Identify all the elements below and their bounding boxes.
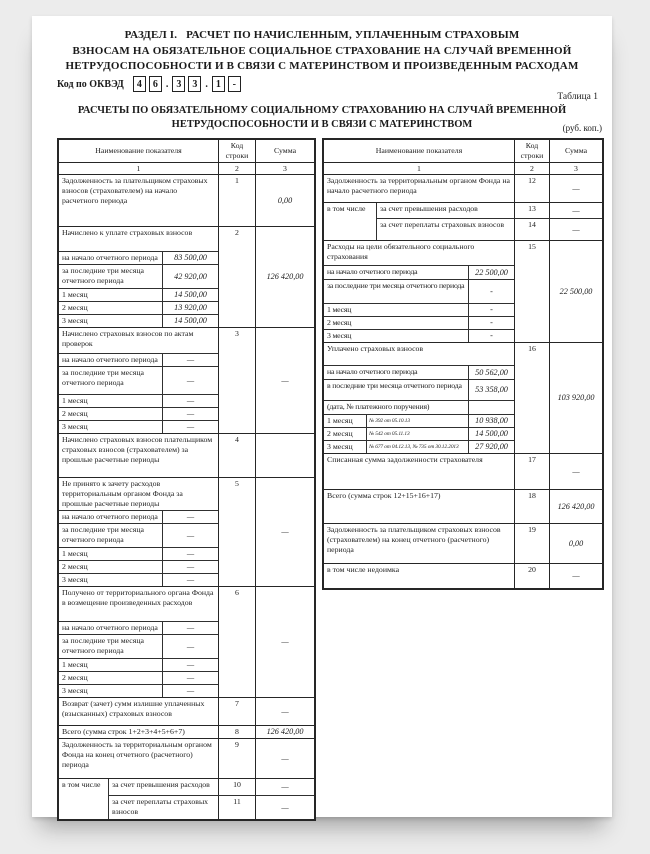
- sub-row-label: 3 месяц: [324, 441, 367, 453]
- sub-row-value: [469, 380, 514, 400]
- sub-row: [59, 366, 218, 394]
- cell-value: —: [186, 562, 195, 571]
- table-header: [59, 140, 314, 163]
- column-header-code: Код строки: [515, 140, 550, 162]
- sub-row-value: [163, 622, 218, 634]
- sub-row: [324, 303, 514, 316]
- okved-box: 1: [212, 76, 225, 92]
- sub-row-value: [469, 401, 514, 414]
- row-code: 20: [515, 564, 550, 588]
- sub-row: [59, 523, 218, 547]
- row-label-stack: [324, 241, 515, 342]
- row-label: Задолженность за плательщиком страховых взносов (страхователем) на начало расчетного периода: [59, 175, 219, 226]
- okved-label: Код по ОКВЭД: [57, 78, 124, 90]
- row-sum: [256, 328, 314, 433]
- table-row: [109, 779, 314, 795]
- sub-row: [59, 560, 218, 573]
- column-header-sum: Сумма: [273, 146, 297, 155]
- cell-value: —: [186, 396, 195, 405]
- row-code: 13: [515, 203, 550, 218]
- row-code: 7: [219, 698, 256, 725]
- sub-row: [59, 407, 218, 420]
- section-title-line1: РАЗДЕЛ I. РАСЧЕТ ПО НАЧИСЛЕННЫМ, УПЛАЧЕННЫМ СТРАХОВЫМ: [124, 29, 520, 41]
- cell-value: —: [186, 375, 195, 385]
- column-header-name: Наименование показателя: [59, 140, 219, 162]
- row-label: Задолженность за плательщиком страховых взносов (страхователем) на конец отчетного (расчетного) периода: [324, 524, 515, 563]
- sub-row-label: 2 месяц: [324, 428, 367, 440]
- sub-row-label: 3 месяц: [59, 574, 163, 586]
- row-code: 19: [515, 524, 550, 563]
- row-label: в том числе недоимка: [324, 564, 515, 588]
- cell-value: 0,00: [277, 195, 293, 205]
- cell-value: —: [186, 641, 195, 651]
- cell-value: -: [490, 286, 493, 296]
- table-row: [324, 175, 602, 203]
- document-page: [32, 16, 612, 817]
- sub-row: [324, 279, 514, 303]
- sub-row: [324, 400, 514, 414]
- cell-value: -: [490, 331, 493, 340]
- column-number-row: [59, 163, 314, 175]
- sub-row-label: на начало отчетного периода: [324, 366, 469, 379]
- sub-row: [324, 265, 514, 279]
- sub-row-label: 2 месяц: [59, 302, 163, 314]
- incl-rows: [109, 779, 314, 819]
- right-table: [322, 138, 604, 590]
- row-label: Задолженность за территориальным органом Фонда на начало расчетного периода: [324, 175, 515, 202]
- table-row: [377, 218, 602, 240]
- sub-row-value: [469, 415, 514, 427]
- row-sum: [256, 478, 314, 586]
- sub-row: [59, 671, 218, 684]
- payment-order-ref: № 542 от 05.11.13: [367, 428, 469, 440]
- sub-row-value: [163, 395, 218, 407]
- row-sum: [256, 779, 314, 795]
- sub-row: [59, 658, 218, 671]
- row-code: 4: [219, 434, 256, 477]
- cell-value: 126 420,00: [266, 727, 304, 736]
- column-number: 1: [324, 163, 515, 174]
- row-sum: [256, 739, 314, 778]
- section-title-line3: НЕТРУДОСПОСОБНОСТИ И В СВЯЗИ С МАТЕРИНСТВОМ И ПРОИЗВЕДЕННЫМ РАСХОДАМ: [65, 60, 579, 72]
- cell-value: 27 920,00: [475, 442, 508, 451]
- table-row: [59, 175, 314, 227]
- sub-row-label: на начало отчетного периода: [59, 622, 163, 634]
- row-label: за счет превышения расходов: [109, 779, 219, 795]
- sub-row: [59, 573, 218, 586]
- cell-value: 83 500,00: [174, 253, 207, 262]
- sub-row-label: 2 месяц: [59, 672, 163, 684]
- sub-row-value: [469, 280, 514, 303]
- group-label: Расходы на цели обязательного социального страхования: [327, 242, 475, 261]
- sub-row-label: 1 месяц: [59, 289, 163, 301]
- row-label: Возврат (зачет) сумм излишне уплаченных (взысканных) страховых взносов: [59, 698, 219, 725]
- table-title: [38, 104, 606, 131]
- cell-value: 22 500,00: [559, 286, 593, 296]
- row-sum: [256, 175, 314, 226]
- row-label: за счет переплаты страховых взносов: [377, 219, 515, 240]
- okved-box: 6: [149, 76, 162, 92]
- cell-value: 22 500,00: [475, 267, 508, 277]
- table-row: [109, 795, 314, 819]
- table-row: [324, 524, 602, 564]
- sub-row-label: 1 месяц: [59, 548, 163, 560]
- cell-value: 53 358,00: [475, 385, 508, 394]
- sub-row-label: 2 месяц: [59, 408, 163, 420]
- sub-row-label: 3 месяц: [59, 421, 163, 433]
- incl-side-label: в том числе: [324, 203, 377, 240]
- cell-value: 0,00: [568, 538, 584, 548]
- table-caption: Таблица 1: [557, 92, 598, 102]
- sub-row: [59, 301, 218, 314]
- cell-value: —: [186, 422, 195, 431]
- sub-row-value: [163, 315, 218, 327]
- cell-value: —: [186, 355, 195, 364]
- row-label-stack: [324, 343, 515, 453]
- row-label: Всего (сумма строк 12+15+16+17): [324, 490, 515, 523]
- okved-code: [133, 76, 241, 92]
- sub-row-value: [469, 366, 514, 379]
- cell-value: 14 500,00: [174, 290, 207, 299]
- row-sum: [256, 796, 314, 819]
- sub-row-value: [163, 548, 218, 560]
- okved-box: 4: [133, 76, 146, 92]
- table-row-group: [59, 587, 314, 698]
- row-label-stack: [59, 478, 219, 586]
- cell-value: —: [281, 527, 289, 536]
- row-code: 18: [515, 490, 550, 523]
- section-title: [38, 28, 606, 75]
- cell-value: 10 938,00: [475, 416, 508, 425]
- column-header-code: Код строки: [219, 140, 256, 162]
- row-sum: [550, 241, 602, 342]
- row-sum: [550, 490, 602, 523]
- row-code: 16: [515, 343, 550, 453]
- row-label: Задолженность за территориальным органом Фонда на конец отчетного (расчетного) периода: [59, 739, 219, 778]
- sub-row-value: [163, 265, 218, 288]
- okved-box: 3: [172, 76, 185, 92]
- cell-value: -: [490, 305, 493, 314]
- sub-row: [324, 414, 514, 427]
- sub-row-label: на начало отчетного периода: [59, 354, 163, 366]
- cell-value: 126 420,00: [266, 272, 304, 281]
- row-label: за счет переплаты страховых взносов: [109, 796, 219, 819]
- sub-row-label: за последние три месяца отчетного периода: [59, 265, 163, 288]
- sub-row-label: 1 месяц: [59, 395, 163, 407]
- row-sum: [550, 175, 602, 202]
- group-label: Уплачено страховых взносов: [327, 344, 424, 353]
- cell-value: —: [281, 706, 289, 716]
- cell-value: —: [186, 686, 195, 695]
- cell-value: —: [281, 753, 289, 763]
- row-code: 14: [515, 219, 550, 240]
- sub-row-label: на начало отчетного периода: [59, 252, 163, 264]
- sub-row-label: 1 месяц: [324, 304, 469, 316]
- row-sum: [550, 343, 602, 453]
- sub-row-value: [469, 330, 514, 342]
- column-number: 3: [574, 163, 578, 173]
- cell-value: —: [186, 673, 195, 682]
- left-table: [57, 138, 316, 821]
- row-code: 10: [219, 779, 256, 795]
- table-row: [324, 454, 602, 490]
- okved-separator: .: [165, 78, 169, 90]
- cell-value: 14 500,00: [475, 429, 508, 438]
- sub-row-value: [163, 635, 218, 658]
- column-number-row: [324, 163, 602, 175]
- row-sum: [256, 587, 314, 697]
- okved-row: [57, 76, 241, 92]
- sub-row-value: [469, 317, 514, 329]
- sub-row-label: за последние три месяца отчетного периода: [59, 524, 163, 547]
- sub-row-label: за последние три месяца отчетного периода: [59, 635, 163, 658]
- cell-value: —: [186, 623, 195, 632]
- sub-row: [59, 264, 218, 288]
- sub-row: [324, 427, 514, 440]
- sub-row-label: за последние три месяца отчетного периода: [59, 367, 163, 394]
- sub-row-value: [469, 304, 514, 316]
- table-row: [377, 203, 602, 218]
- row-sum: [550, 203, 602, 218]
- sub-row-value: [163, 672, 218, 684]
- sub-row-label: 1 месяц: [59, 659, 163, 671]
- row-sum: [550, 564, 602, 588]
- column-number: 2: [515, 163, 550, 174]
- sub-row-value: [163, 289, 218, 301]
- cell-value: —: [186, 512, 195, 521]
- table-row: [59, 726, 314, 739]
- row-code: 9: [219, 739, 256, 778]
- table-row: [59, 739, 314, 779]
- row-sum: [256, 227, 314, 327]
- sub-row-label: за последние три месяца отчетного периода: [324, 280, 469, 303]
- cell-value: —: [281, 802, 289, 812]
- cell-value: -: [490, 318, 493, 327]
- sub-row: [59, 251, 218, 264]
- table-row: [59, 434, 314, 478]
- cell-value: —: [572, 224, 580, 234]
- row-sum: [550, 524, 602, 563]
- row-code: 12: [515, 175, 550, 202]
- row-label-stack: [59, 227, 219, 327]
- row-sum: [256, 434, 314, 477]
- cell-value: —: [281, 375, 289, 385]
- cell-value: —: [186, 660, 195, 669]
- row-code: 3: [219, 328, 256, 433]
- cell-value: 103 920,00: [557, 393, 595, 402]
- table-row: [59, 698, 314, 726]
- column-number: 3: [283, 163, 287, 173]
- sub-row-label: 1 месяц: [324, 415, 367, 427]
- row-code: 8: [219, 726, 256, 738]
- row-label-stack: [59, 587, 219, 697]
- currency-note: (руб. коп.): [562, 123, 602, 133]
- sub-row: [324, 365, 514, 379]
- sub-row-label: 3 месяц: [59, 315, 163, 327]
- incl-rows: [377, 203, 602, 240]
- section-title-line2: ВЗНОСАМ НА ОБЯЗАТЕЛЬНОЕ СОЦИАЛЬНОЕ СТРАХОВАНИЕ НА СЛУЧАЙ ВРЕМЕННОЙ: [72, 44, 572, 57]
- sub-row: [324, 329, 514, 342]
- payment-order-ref: № 392 от 05.10.13: [367, 415, 469, 427]
- table-row-group: [59, 478, 314, 587]
- sub-row-label: 2 месяц: [324, 317, 469, 329]
- sub-row: [324, 316, 514, 329]
- sub-row-value: [469, 441, 514, 453]
- row-label: Начислено страховых взносов плательщиком страховых взносов (страхователем) за прошлые расчетные периоды: [59, 434, 219, 477]
- sub-row-value: [163, 408, 218, 420]
- sub-row-value: [163, 561, 218, 573]
- row-label: Списанная сумма задолженности страхователя: [324, 454, 515, 489]
- table-row-group: [324, 343, 602, 454]
- row-code: 1: [219, 175, 256, 226]
- row-sum: [256, 726, 314, 738]
- column-header-sum: Сумма: [564, 146, 588, 155]
- sub-row-value: [163, 367, 218, 394]
- column-number: 2: [219, 163, 256, 174]
- row-sum: [256, 698, 314, 725]
- cell-value: —: [572, 466, 580, 476]
- table-title-line2: НЕТРУДОСПОСОБНОСТИ И В СВЯЗИ С МАТЕРИНСТВОМ: [171, 118, 473, 130]
- cell-value: —: [281, 782, 289, 791]
- row-label-stack: [59, 328, 219, 433]
- okved-box: -: [228, 76, 241, 92]
- sub-row-label: на начало отчетного периода: [324, 266, 469, 279]
- table-title-line1: РАСЧЕТЫ ПО ОБЯЗАТЕЛЬНОМУ СОЦИАЛЬНОМУ СТРАХОВАНИЮ НА СЛУЧАЙ ВРЕМЕННОЙ: [77, 105, 567, 116]
- sub-row-label: 3 месяц: [59, 685, 163, 697]
- row-sum: [550, 454, 602, 489]
- sub-row-value: [163, 421, 218, 433]
- row-code: 17: [515, 454, 550, 489]
- row-code: 11: [219, 796, 256, 819]
- cell-value: —: [186, 549, 195, 558]
- sub-row-value: [163, 511, 218, 523]
- cell-value: 42 920,00: [174, 271, 207, 281]
- cell-value: —: [186, 575, 195, 584]
- sub-row-label: в последние три месяца отчетного периода: [324, 380, 469, 400]
- cell-value: 50 562,00: [475, 367, 508, 377]
- table-row-group: [59, 328, 314, 434]
- group-label: Начислено к уплате страховых взносов: [62, 228, 193, 237]
- group-label: Не принято к зачету расходов территориальным органом Фонда за прошлые расчетные периоды: [62, 479, 183, 508]
- sub-row-value: [163, 685, 218, 697]
- cell-value: —: [186, 530, 195, 540]
- row-code: 15: [515, 241, 550, 342]
- sub-row-value: [163, 574, 218, 586]
- sub-row-value: [163, 524, 218, 547]
- sub-row-value: [469, 428, 514, 440]
- column-number: 1: [59, 163, 219, 174]
- cell-value: 14 500,00: [174, 316, 207, 325]
- cell-value: 126 420,00: [557, 501, 595, 511]
- cell-value: 13 920,00: [174, 303, 207, 312]
- sub-row: [59, 547, 218, 560]
- sub-row: [59, 353, 218, 366]
- sub-row-value: [163, 354, 218, 366]
- cell-value: —: [572, 571, 580, 580]
- sub-row: [59, 314, 218, 327]
- sub-row: [324, 379, 514, 400]
- cell-value: —: [572, 205, 580, 215]
- sub-row-label: 3 месяц: [324, 330, 469, 342]
- sub-row-value: [163, 252, 218, 264]
- incl-side-label: в том числе: [59, 779, 109, 819]
- table-header: [324, 140, 602, 163]
- cell-value: —: [186, 409, 195, 418]
- table-row: [324, 490, 602, 524]
- row-sum: [550, 219, 602, 240]
- sub-row-label: на начало отчетного периода: [59, 511, 163, 523]
- sub-row-label: 2 месяц: [59, 561, 163, 573]
- sub-row: [59, 621, 218, 634]
- sub-row: [324, 440, 514, 453]
- row-code: 2: [219, 227, 256, 327]
- sub-row: [59, 288, 218, 301]
- sub-row-value: [163, 659, 218, 671]
- okved-box: 3: [188, 76, 201, 92]
- group-label: Получено от территориального органа Фонда в возмещение произведенных расходов: [62, 588, 214, 607]
- sub-row: [59, 420, 218, 433]
- sub-row: [59, 684, 218, 697]
- okved-separator: .: [205, 78, 208, 90]
- column-header-name: Наименование показателя: [324, 140, 515, 162]
- sub-row-label: (дата, № платежного поручения): [324, 401, 469, 414]
- table-row-group: [324, 241, 602, 343]
- table-row: [324, 564, 602, 588]
- group-label: Начислено страховых взносов по актам проверок: [62, 329, 194, 348]
- row-code: 6: [219, 587, 256, 697]
- sub-row: [59, 510, 218, 523]
- sub-row: [59, 634, 218, 658]
- cell-value: —: [281, 637, 289, 646]
- table-row-incl: [324, 203, 602, 241]
- table-row-group: [59, 227, 314, 328]
- row-label: за счет превышения расходов: [377, 203, 515, 218]
- row-code: 5: [219, 478, 256, 586]
- cell-value: —: [572, 183, 580, 193]
- table-row-incl: [59, 779, 314, 819]
- sub-row: [59, 394, 218, 407]
- payment-order-ref: № 677 от 04.12.13, № 735 от 30.12.2013: [367, 441, 469, 453]
- sub-row-value: [469, 266, 514, 279]
- row-label: Всего (сумма строк 1+2+3+4+5+6+7): [59, 726, 219, 738]
- sub-row-value: [163, 302, 218, 314]
